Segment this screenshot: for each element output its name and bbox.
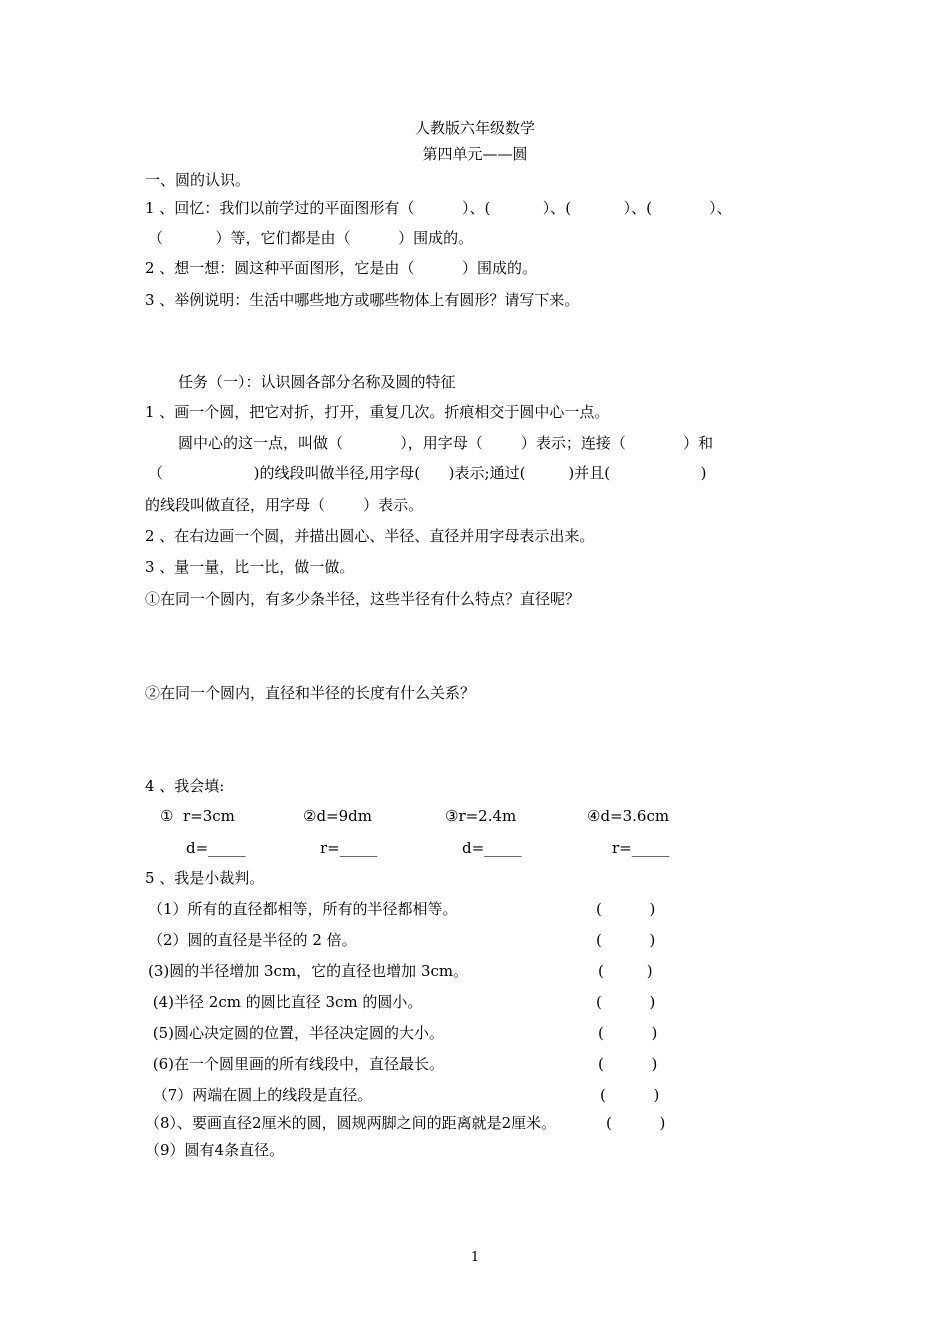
judge-blank-6: ( ) <box>598 1055 658 1073</box>
judge-item-3: (3)圆的半径增加 3cm，它的直径也增加 3cm。 <box>148 962 469 980</box>
judge-blank-3: ( ) <box>598 962 653 980</box>
judge-blank-2: ( ) <box>596 931 656 949</box>
judge-blank-7: ( ) <box>600 1086 660 1104</box>
judge-item-2: （2）圆的直径是半径的 2 倍。 <box>148 931 357 949</box>
fill-given-1: ① r=3cm <box>160 807 235 825</box>
judge-item-6: (6)在一个圆里画的所有线段中，直径最长。 <box>148 1055 445 1073</box>
judge-item-5: (5)圆心决定圆的位置，半径决定圆的大小。 <box>148 1024 445 1042</box>
judge-blank-5: ( ) <box>598 1024 658 1042</box>
fill-ask-1: d=_____ <box>186 839 246 857</box>
section-heading: 一、圆的认识。 <box>145 171 251 189</box>
task-heading: 任务（一）：认识圆各部分名称及圆的特征 <box>178 373 456 391</box>
task-question-2: 2 、在右边画一个圆，并描出圆心、半径、直径并用字母表示出来。 <box>145 527 595 545</box>
task-question-1: 1 、画一个圆，把它对折，打开，重复几次。折痕相交于圆中心一点。 <box>145 403 610 421</box>
fill-heading: 4 、我会填: <box>145 777 225 795</box>
task-question-3-2: ②在同一个圆内，直径和半径的长度有什么关系？ <box>145 684 476 702</box>
fill-ask-4: r=_____ <box>612 839 670 857</box>
page-subtitle: 第四单元——圆 <box>422 145 528 163</box>
judge-blank-1: ( ) <box>596 900 656 918</box>
judge-item-7: （7）两端在圆上的线段是直径。 <box>148 1086 373 1104</box>
fill-ask-2: r=_____ <box>320 839 378 857</box>
question-1-line-1: 1 、回忆：我们以前学过的平面图形有（ ）、( ）、( ）、( ）、 <box>145 199 732 217</box>
task-question-1-line-4: 的线段叫做直径，用字母（ ）表示。 <box>145 496 424 514</box>
judge-item-4: (4)半径 2cm 的圆比直径 3cm 的圆小。 <box>148 993 423 1011</box>
task-question-1-line-2: 圆中心的这一点，叫做（ ），用字母（ ）表示；连接（ ）和 <box>178 434 714 452</box>
page-number: 1 <box>470 1250 480 1265</box>
fill-given-4: ④d=3.6cm <box>587 807 670 825</box>
fill-ask-3: d=_____ <box>462 839 522 857</box>
judge-blank-4: ( ) <box>596 993 656 1011</box>
judge-item-8: （8）、要画直径2厘米的圆，圆规两脚之间的距离就是2厘米。 <box>145 1114 557 1132</box>
fill-given-3: ③r=2.4m <box>445 807 517 825</box>
task-question-3-1: ①在同一个圆内，有多少条半径，这些半径有什么特点？直径呢？ <box>145 590 581 608</box>
judge-blank-8: ( ) <box>606 1114 666 1132</box>
question-1-line-2: （ ）等，它们都是由（ ）围成的。 <box>148 229 474 247</box>
judge-heading: 5 、我是小裁判。 <box>145 869 265 887</box>
question-2: 2 、想一想：圆这种平面图形，它是由（ ）围成的。 <box>145 259 537 277</box>
judge-item-9: （9）圆有4条直径。 <box>145 1141 285 1159</box>
fill-given-2: ②d=9dm <box>303 807 372 825</box>
task-question-1-line-3: （ )的线段叫做半径,用字母( )表示;通过( )并且( ) <box>148 464 707 482</box>
question-3: 3 、举例说明：生活中哪些地方或哪些物体上有圆形？请写下来。 <box>145 291 580 309</box>
judge-item-1: （1）所有的直径都相等，所有的半径都相等。 <box>148 900 458 918</box>
task-question-3: 3 、量一量，比一比，做一做。 <box>145 558 355 576</box>
page-title: 人教版六年级数学 <box>414 119 535 137</box>
